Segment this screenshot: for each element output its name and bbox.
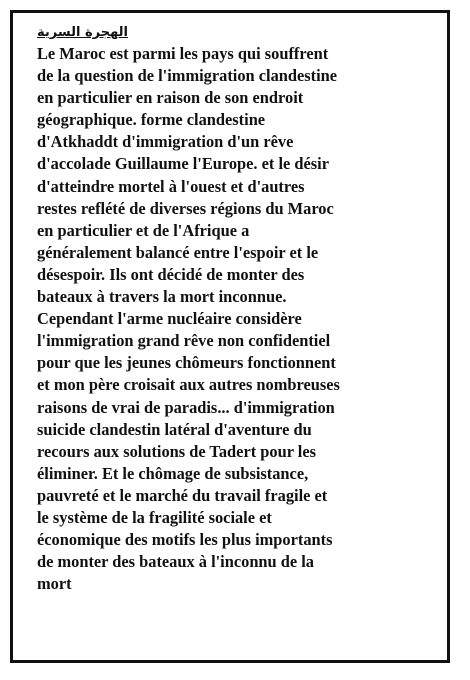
- text-line: suicide clandestin latéral d'aventure du: [37, 419, 312, 439]
- text-line: désespoir. Ils ont décidé de monter des: [37, 264, 305, 284]
- arabic-heading: الهجرة السرية: [37, 25, 128, 40]
- text-line: d'accolade Guillaume l'Europe. et le désir: [37, 154, 329, 174]
- text-line: Le Maroc est parmi les pays qui souffrent: [37, 44, 329, 63]
- text-line: de la question de l'immigration clandestine: [37, 66, 338, 86]
- text-line: en particulier et de l'Afrique a: [37, 220, 250, 240]
- text-line: géographique. forme clandestine: [37, 110, 266, 130]
- text-block: [37, 23, 435, 595]
- text-line: pauvreté et le marché du travail fragile et: [37, 485, 328, 505]
- text-line: raisons de vrai de paradis... d'immigration: [37, 397, 335, 417]
- text-line: recours aux solutions de Tadert pour les: [37, 441, 316, 461]
- text-line: éliminer. Et le chômage de subsistance,: [37, 463, 309, 483]
- text-line: le système de la fragilité sociale et: [37, 507, 272, 527]
- text-line: bateaux à travers la mort inconnue.: [37, 287, 287, 307]
- text-line: d'atteindre mortel à l'ouest et d'autres: [37, 176, 305, 196]
- text-line: mort: [37, 574, 72, 594]
- text-line: pour que les jeunes chômeurs fonctionnent: [37, 353, 336, 373]
- text-line: économique des motifs les plus importants: [37, 530, 333, 550]
- text-line: l'immigration grand rêve non confidentiel: [37, 331, 331, 351]
- text-line: d'Atkhaddt d'immigration d'un rêve: [37, 132, 294, 152]
- text-line: Cependant l'arme nucléaire considère: [37, 309, 302, 329]
- text-line: et mon père croisait aux autres nombreuses: [37, 375, 340, 395]
- text-line: généralement balancé entre l'espoir et le: [37, 242, 319, 262]
- text-line: de monter des bateaux à l'inconnu de la: [37, 552, 314, 572]
- text-line: en particulier en raison de son endroit: [37, 88, 304, 108]
- document-frame: [10, 10, 450, 663]
- text-line: restes reflété de diverses régions du Maroc: [37, 198, 334, 218]
- article-body: [37, 43, 435, 595]
